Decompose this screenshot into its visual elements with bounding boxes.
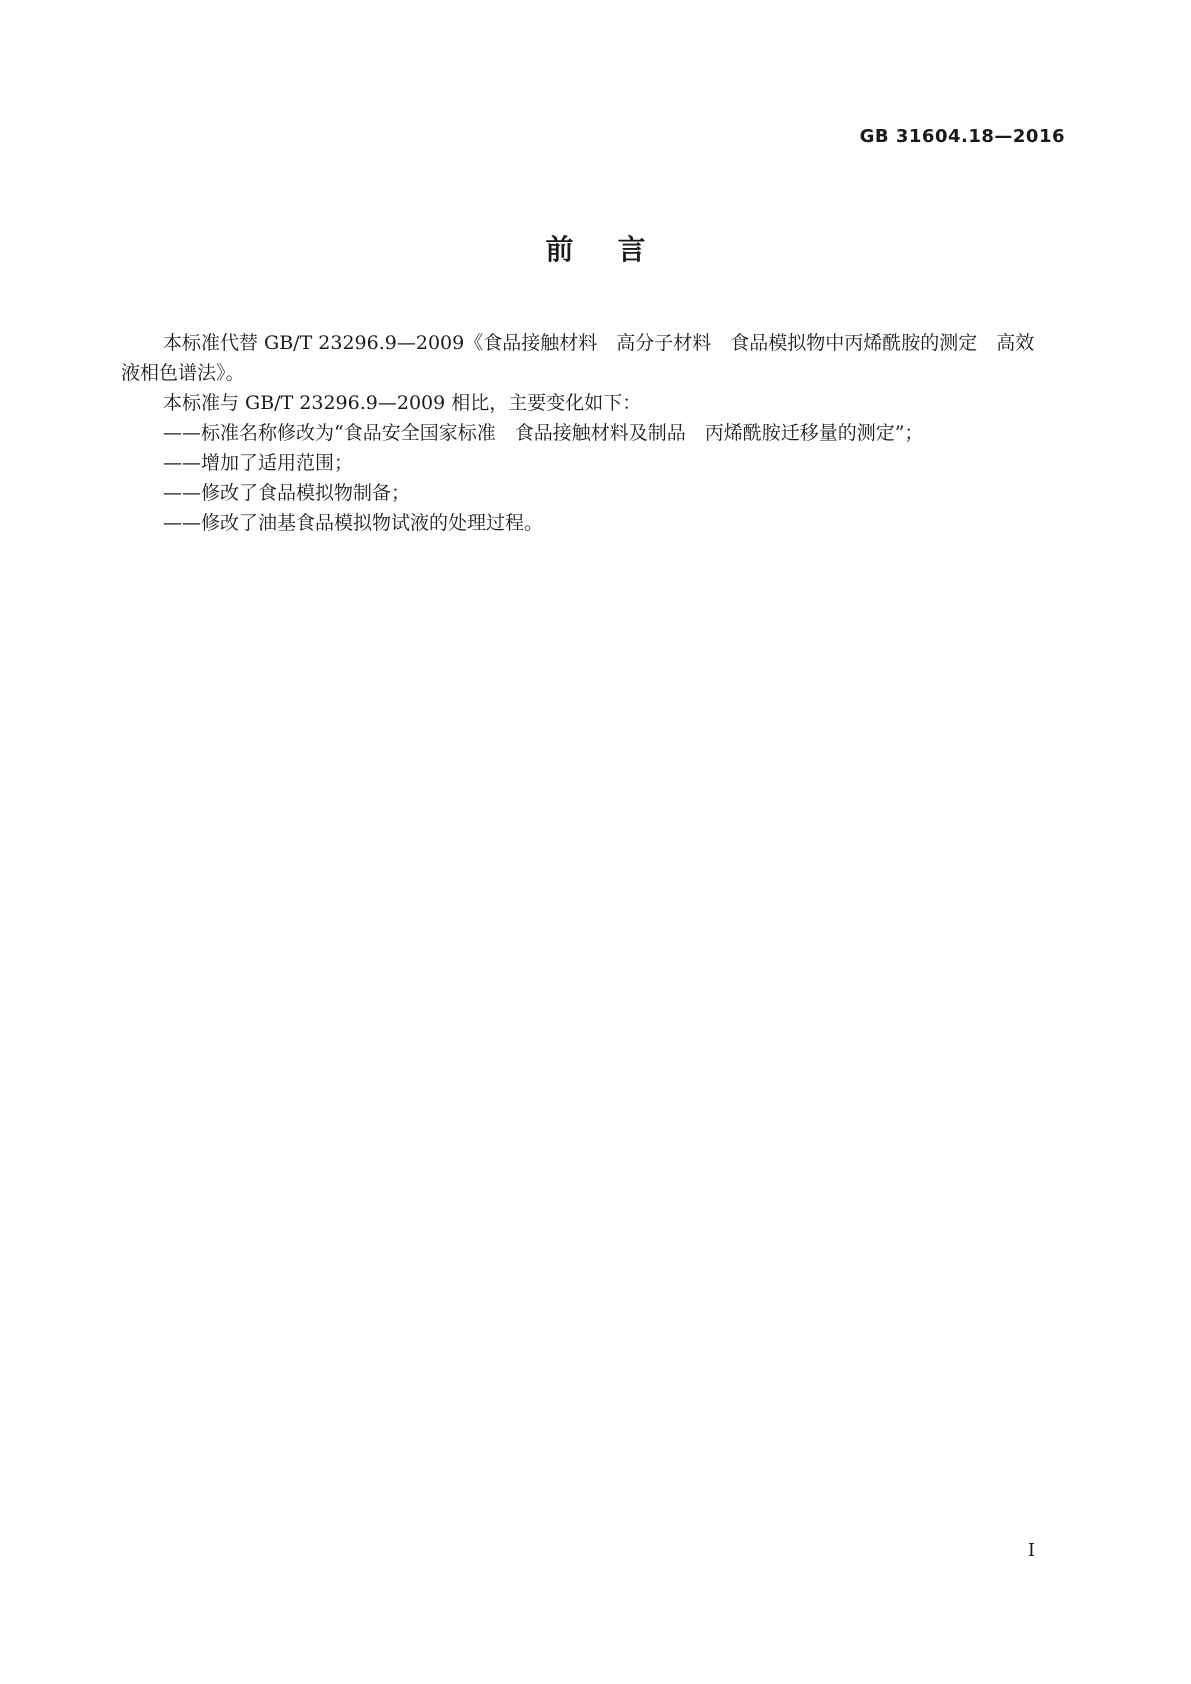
paragraph-replacement: 本标准代替 GB/T 23296.9—2009《食品接触材料 高分子材料 食品模拟物中丙烯酰胺的测定 高效液相色谱法》。 xyxy=(121,332,1035,384)
page-title: 前言 xyxy=(545,233,690,266)
list-item: ——修改了食品模拟物制备； xyxy=(163,482,411,504)
standard-number: GB 31604.18—2016 xyxy=(859,126,1065,147)
page-number: I xyxy=(1027,1540,1035,1561)
list-item: ——修改了油基食品模拟物试液的处理过程。 xyxy=(163,512,544,534)
foreword-body xyxy=(121,328,1041,538)
paragraph-changes-intro: 本标准与 GB/T 23296.9—2009 相比，主要变化如下： xyxy=(163,392,642,414)
list-item: ——增加了适用范围； xyxy=(163,452,354,474)
list-item: ——标准名称修改为“食品安全国家标准 食品接触材料及制品 丙烯酰胺迁移量的测定”； xyxy=(163,422,924,444)
changes-list xyxy=(121,418,1041,538)
